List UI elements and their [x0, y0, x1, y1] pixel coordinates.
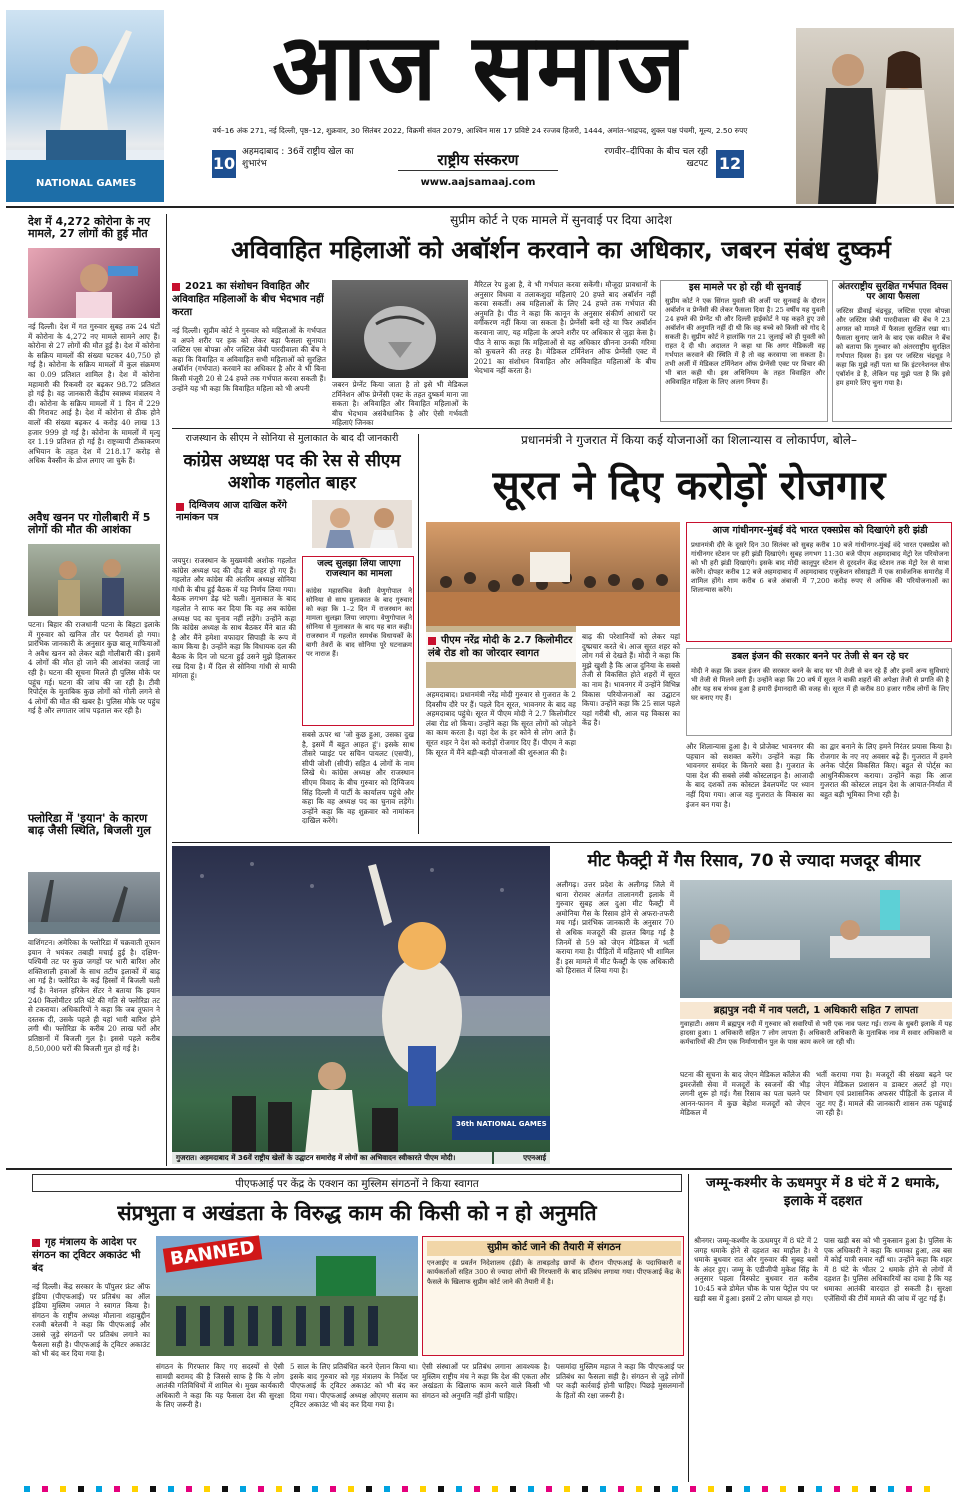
banned-label: BANNED	[163, 1235, 262, 1272]
masthead-photo-right	[796, 28, 954, 204]
games-photo-caption: गुजरात। अहमदाबाद में 36वें राष्ट्रीय खेलों के उद्घाटन समारोह में लोगों का अभिवादन स्वीकारते पीएम मोदी।	[172, 1152, 492, 1164]
factory-body-3: भर्ती कराया गया है। मजदूरों की संख्या बढ़ने पर जेएन मेडिकल प्रशासन व डाक्टर अलर्ट हो गए। विभाग एवं प्रशासनिक अफसर पीड़ितों के इलाज में जुट गए हैं। मामले की जानकारी शासन तक पहुंचाई जा रही है।	[816, 1070, 952, 1118]
rajasthan-inset	[302, 556, 414, 726]
corona-body: नई दिल्ली। देश में गत गुरुवार सुबह तक 24 घंटों में कोरोना के 4,272 नए मामले सामने आए हैं। कोरोना से 27 लोगों की मौत हुई है। देश में कोरोना के सक्रिय मामलों की संख्या घटकर 40,750 हो गई है। कोरोना के सक्रिय मामलों में कुल संक्रमण का 0.09 प्रतिशत शामिल है। देश में कोरोना महामारी की रिकवरी दर बढ़कर 98.72 प्रतिशत हो गई है। वह जानकारी केंद्रीय स्वास्थ्य मंत्रालय ने दी। कोरोना के सक्रिय मामलों में 1 दिन में 229 की गिरावट आई है। देश में कोरोना से ठीक होने वालों की संख्या बढ़कर 4 करोड़ 40 लाख 13 हजार 999 हो गई है। कोरोना के मामलों में मृत्यु दर 1.19 प्रतिशत हो गई है। राष्ट्रव्यापी टीकाकरण अभियान के तहत देश में 218.17 करोड़ से अधिक वैक्सीन के डोज लगाए जा चुके हैं।	[28, 322, 160, 466]
congress-headline: कांग्रेस अध्यक्ष पद की रेस से सीएम अशोक गहलोत बाहर	[183, 451, 401, 493]
right-teaser-page: 12	[716, 150, 744, 178]
masthead-rule	[6, 206, 954, 208]
left-teaser-text: अहमदाबाद : 36वें राष्ट्रीय खेल का शुभारंभ	[242, 147, 354, 169]
mining-body: पटना। बिहार की राजधानी पटना के बिहटा इलाके में गुरुवार को खनिज तौर पर पैरामर्श हो गया। प्रारंभिक जानकारी के अनुसार कुछ बालू माफियाओं ने अवैध खनन को लेकर बड़ी गोलीबारी की। इसमें 4 लोगों की मौत हो जाने की आशंका जताई जा रही है। घटना की सूचना मिलते ही पुलिस मौके पर पहुंच गई। घटना की जांच की जा रही है। टीवी रिपोर्ट्स के मुताबिक कुछ लोगों को गोली लगने से 4 लोगों की मौत की खबर है। पुलिस मौके पर पहुंच गई है और लगातार जांच पड़ताल कर रही है।	[28, 620, 160, 716]
hearing-box	[660, 280, 828, 422]
congress-body-2: सबसे ऊपर था 'जो कुछ हुआ, उसका दुख है, इसमें मैं बहुत आहत हूं'। इसके साथ तीसरे प्वाइंट पर सचिन पायलट (एसपी), सीपी जोशी (सीपी) सहित 4 लोगों के नाम लिखे थे। कांग्रेस अध्यक्ष और राजस्थान सीएम विवाद के बीच गुरुवार को दिग्विजय सिंह दिल्ली में पार्टी के कार्यालय पहुंचे और कहा कि वह अध्यक्ष पद का चुनाव लड़ेंगे। उन्होंने कहा कि वह शुक्रवार को नामांकन दाखिल करेंगे।	[302, 730, 414, 826]
vande-bharat-box	[686, 522, 952, 642]
dateline-bar: वर्ष–16 अंक 271, नई दिल्ली, पृष्ठ–12, शुक्रवार, 30 सितंबर 2022, विक्रमी संवत 2079, आश्विन मास 17 प्रविष्टे 24 रज्जब हिजरी, 1444, अमांत–भाद्रपद, शुक्ल पक्ष पंचमी, मूल्य, 2.50 रुपए	[166, 124, 794, 138]
double-engine-body: मोदी ने कहा कि डबल इंजन की सरकार बनने के बाद घर भी तेजी से बन रहे हैं और इनमें अन्य सुविधाएं भी तेजी से मिलने लगी हैं। उन्होंने कहा कि 20 वर्ष में सूरत ने बाकी शहरों की अपेक्षा तेजी से प्रगति की है और यह सब संभव हुआ है हमारी ईमानदारी की वजह से। सूरत में ही करीब 80 हजार गरीब लोगों के लिए घर बनाए गए हैं।	[691, 667, 949, 702]
national-games-photo	[172, 846, 550, 1164]
hearing-box-headline: इस मामले पर हो रही थी सुनवाई	[688, 282, 801, 293]
pfi-sc-headline: सुप्रीम कोर्ट जाने की तैयारी में संगठन	[427, 1241, 681, 1256]
top-story-caption: जबरन प्रेग्नेंट किया जाता है तो इसे भी मेडिकल टर्मिनेशन ऑफ प्रेग्नेंसी एक्ट के तहत दुष्कर्म माना जा सकता है। अविवाहित और विवाहित महिलाओं के बीच भेदभाव असंवैधानिक है और ऐसी गर्भवती महिलाएं जिनका	[332, 380, 468, 428]
vande-bharat-headline: आज गांधीनगर-मुंबई वंदे भारत एक्सप्रेस को दिखाएंगे हरी झंडी	[712, 525, 928, 536]
print-color-bar	[24, 1486, 936, 1492]
top-story-subhead	[172, 280, 326, 319]
top-story-kicker: सुप्रीम कोर्ट ने एक मामले में सुनवाई पर दिया आदेश	[450, 213, 672, 227]
florida-body: वाशिंगटन। अमेरिका के फ्लोरिडा में चक्रवाती तूफान इयान ने भयंकर तबाही मचाई हुई है। दक्षिण-पश्चिमी तट पर कुछ जगहों पर भारी बारिश और शक्तिशाली हवाओं के साथ तटीय इलाकों में बाढ़ आ गई है। फ्लोरिडा के कई हिस्सों में बिजली चली गई है। नेशनल हरिकेन सेंटर ने बताया कि इयान 240 किलोमीटर प्रति घंटे की गति से फ्लोरिडा तट से टकराया। अधिकारियों ने कहा कि जब तूफान ने दस्तक दी, उसके पहले ही यहां भारी बारिश होने लगी थी। फ्लोरिडा के करीब 20 लाख घरों और प्रतिष्ठानों में बिजली गुल है। इससे पहले करीब 8,50,000 घरों की बिजली गुल हो गई है।	[28, 938, 160, 1053]
top-story-headline: अविवाहित महिलाओं को अबॉर्शन करवाने का अधिकार, जबरन संबंध दुष्कर्म	[231, 236, 891, 264]
congress-subhead-text: दिग्विजय आज दाखिल करेंगे नामांकन पत्र	[176, 500, 287, 523]
jk-headline: जम्मू-कश्मीर के ऊधमपुर में 8 घंटे में 2 धमाके, इलाके में दहशत	[705, 1175, 941, 1209]
factory-photo	[680, 880, 952, 998]
corona-headline: देश में 4,272 कोरोना के नए मामले, 27 लोगों की हुई मौत	[28, 215, 151, 240]
games-banner-text: 36th NATIONAL GAMES	[456, 1120, 547, 1128]
edition-label: राष्ट्रीय संस्करण	[398, 150, 558, 171]
right-teaser-text: रणवीर–दीपिका के बीच चल रही खटपट	[604, 147, 708, 169]
pfi-photo	[156, 1236, 418, 1356]
pm-body-3: और शिलान्यास हुआ है। ये प्रोजेक्ट भावनगर की पहचान को सशक्त करेंगे। उन्होंने कहा कि भावनगर समंदर के किनारे बसा है। गुजरात के पास देश की सबसे लंबी कोस्टलाइन है। आजादी के बाद दशकों तक कोस्टल डेवलपमेंट पर ध्यान नहीं दिया गया। आज यह गुजरात के विकास का इंजन बन गया है।	[686, 742, 814, 809]
pm-body-2: बाढ़ की परेशानियों को लेकर यहां दुष्प्रचार करते थे। आज सूरत शहर को लोग गर्व से देखते हैं। मोदी ने कहा कि मुझे खुशी है कि आज दुनिया के सबसे तेजी से विकसित होते शहरों में सूरत का नाम है। भावनगर में उन्होंने विभिन्न विकास परियोजनाओं का उद्घाटन किया। उन्होंने कहा कि 25 साल पहले यहां गरीबी थी, आज यह विकास का केंद्र है।	[582, 632, 680, 728]
top-story-rule	[172, 428, 952, 429]
left-teaser[interactable]	[212, 144, 372, 188]
bullet-icon	[428, 637, 436, 645]
corona-photo	[28, 248, 160, 318]
top-story-body-2: मैरिटल रेप हुआ है, वे भी गर्भपात करवा सकेंगी। मौजूदा प्रावधानों के अनुसार विधवा व तलाकशुदा महिलाएं 20 हफ्ते बाद अबॉर्शन नहीं करवा सकतीं। अब महिलाओं के लिए 24 हफ्ते तक गर्भपात की अनुमति है। पीठ ने कहा कि कानून के अनुसार संकीर्ण आधारों पर वर्गीकरण नहीं किया जा सकता है। प्रेग्नेंसी बनी रहे या फिर अबॉर्शन करवाना जाए, यह महिला के अपने शरीर पर अधिकार से जुड़ा केस है। पीठ ने साफ कहा कि महिलाओं से यह अधिकार छीनना उनकी गरिमा को कुचलने की तरह है। मेडिकल टर्मिनेशन ऑफ प्रेग्नेंसी एक्ट में 2021 का संशोधन विवाहित और अविवाहित महिलाओं के बीच भेदभाव नहीं करता है।	[474, 280, 656, 376]
pm-roadshow-photo	[426, 522, 680, 626]
pfi-kicker: पीएफआई पर केंद्र के एक्शन का मुस्लिम संगठनों ने किया स्वागत	[32, 1174, 682, 1192]
bullet-icon	[176, 503, 184, 511]
rajasthan-inset-body: कांग्रेस महासचिव केसी वेणुगोपाल ने सोनिया से साथ मुलाकात के बाद गुरुवार को कहा कि 1–2 दिन में राजस्थान का मामला सुलझा लिया जाएगा। वेणुगोपाल ने सोनिया से मुलाकात के बाद यह बात कही। राजस्थान में गहलोत समर्थक विधायकों के बागी तेवरों के बाद सोनिया पूरे घटनाक्रम पर नाराज हैं।	[306, 587, 412, 658]
factory-headline: मीट फैक्ट्री में गैस रिसाव, 70 से ज्यादा मजदूर बीमार	[587, 851, 921, 871]
safe-abortion-day-body: जस्टिस डीवाई चंद्रचूड़, जस्टिस एएस बोपन्ना और जस्टिस जेबी पारदीवाला की बेंच ने 23 अगस्त को मामले में फैसला सुरक्षित रखा था। फैसला सुनाए जाने के बाद एक वकील ने बेंच को बताया कि गुरुवार को अंतरराष्ट्रीय सुरक्षित गर्भपात दिवस है। इस पर जस्टिस चंद्रचूड़ ने कहा कि मुझे नहीं पता था कि इंटरनेशनल सेफ एबॉर्शन डे है, लेकिन यह मुझे पता है कि इसे हम हमारे लिए चुना गया है।	[836, 307, 950, 387]
right-teaser[interactable]	[598, 144, 748, 188]
rajasthan-inset-headline: जल्द सुलझा लिया जाएगा राजस्थान का मामला	[317, 559, 401, 579]
bullet-icon	[172, 283, 180, 291]
vande-bharat-body: प्रधानमंत्री दौरे के दूसरे दिन 30 सितंबर को सुबह करीब 10 बजे गांधीनगर-मुंबई वंदे भारत एक्सप्रेस को गांधीनगर स्टेशन पर हरी झंडी दिखाएंगे। सुबह लगभग 11:30 बजे पीएम अहमदाबाद मेट्रो रेल परियोजना को भी हरी झंडी दिखाएंगे। इसके बाद मोदी कालूपुर स्टेशन से दूरदर्शन केंद्र स्टेशन तक मेट्रो रेल से यात्रा करेंगे। दोपहर करीब 12 बजे अहमदाबाद में अहमदाबाद एजुकेशन सोसाइटी में एक सार्वजनिक समारोह में शामिल होंगे। शाम करीब 6 बजे अंबाजी में 7,200 करोड़ रुपए से अधिक की परियोजनाओं का शिलान्यास करेंगे।	[691, 541, 949, 594]
boat-body: गुवाहाटी। असम में ब्रह्मपुत्र नदी में गुरुवार को सवारियों से भरी एक नाव पलट गई। राज्य के धुबरी इलाके में यह हादसा हुआ। 1 अधिकारी सहित 7 लोग लापता हैं। अधिकारी अधिकारी के मुताबिक नाव में सवार अधिकारी व कर्मचारियों की टीम एक निर्माणाधीन पुल के पास काम करने जा रही थी।	[680, 1020, 952, 1046]
safe-abortion-day-headline: अंतरराष्ट्रीय सुरक्षित गर्भपात दिवस पर आया फैसला	[838, 282, 948, 302]
mining-photo	[28, 544, 160, 616]
pfi-subhead	[32, 1236, 150, 1275]
congress-subhead	[176, 500, 306, 524]
pm-subhead-text: पीएम नरेंद्र मोदी के 2.7 किलोमीटर लंबे रोड शो का जोरदार स्वागत	[428, 635, 573, 659]
top-story-subhead-text: 2021 का संशोधन विवाहित और अविवाहित महिलाओं के बीच भेदभाव नहीं करता	[172, 281, 324, 318]
pm-subhead	[426, 632, 576, 662]
pm-kicker: प्रधानमंत्री ने गुजरात में किया कई योजनाओं का शिलान्यास व लोकार्पण, बोले–	[521, 433, 857, 447]
florida-photo	[28, 872, 160, 934]
pfi-body-4: ऐसी संस्थाओं पर प्रतिबंध लगाना आवश्यक है। मुस्लिम राष्ट्रीय मंच ने कहा कि देश की एकता और अखंडता के खिलाफ काम करने वाले किसी भी संगठन को अनुमति नहीं होनी चाहिए।	[422, 1362, 550, 1400]
pfi-body-2: संगठन के गिरफ्तार किए गए सदस्यों से ऐसी सामग्री बरामद की है जिससे साफ है कि ये लोग आतंकी गतिविधियों में शामिल थे। मुख्य कार्यकारी अधिकारी ने कहा कि यह फैसला देश की सुरक्षा के लिए जरूरी है।	[156, 1362, 284, 1410]
pfi-body-3: 5 साल के लिए प्रतिबंधित करने ऐलान किया था। इसके बाद गुरुवार को गृह मंत्रालय के निर्देश पर पीएफआई के ट्विटर अकाउंट को भी बंद कर दिया गया। पीएफआई अध्यक्ष ओएमए सलाम का ट्विटर अकाउंट भी बंद कर दिया गया है।	[290, 1362, 418, 1410]
website-link[interactable]: www.aajsamaaj.com	[420, 177, 536, 188]
bullet-icon	[32, 1239, 40, 1247]
lower-rule	[6, 1168, 952, 1170]
congress-photo	[312, 500, 412, 548]
pfi-headline: संप्रभुता व अखंडता के विरुद्ध काम की किसी को न हो अनुमति	[117, 1201, 597, 1225]
double-engine-headline: डबल इंजन की सरकार बनने पर तेजी से बन रहे घर	[731, 651, 909, 662]
congress-body-1: जयपुर। राजस्थान के मुख्यमंत्री अशोक गहलोत कांग्रेस अध्यक्ष पद की दौड़ से बाहर हो गए हैं। गहलोत और कांग्रेस की अंतरिम अध्यक्ष सोनिया गांधी के बीच हुई बैठक में यह निर्णय लिया गया। बैठक लगभग डेढ़ घंटे चली। मुलाकात के बाद गहलोत ने साफ कर दिया कि वह अब कांग्रेस अध्यक्ष पद का चुनाव नहीं लड़ेंगे। उन्होंने कहा कि कांग्रेस अध्यक्ष के साथ बैठकर मैंने बात की है और मैंने हमेशा वफादार सिपाही के रूप में काम किया है। उन्होंने कहा कि विधायक दल की बैठक के दिन जो घटना हुई उसने मुझे हिलाकर रख दिया है। मैं दिल से सोनिया गांधी से माफी मांगता हूं।	[172, 556, 296, 681]
jk-body-2: पास खड़ी बस को भी नुकसान हुआ है। पुलिस के एक अधिकारी ने कहा कि धमाका हुआ, तब बस में कोई यात्री सवार नहीं था। उन्होंने कहा कि शहर में 8 घंटे के भीतर 2 धमाके होने से लोगों में दहशत है। पुलिस अधिकारियों का दावा है कि यह धमाका आतंकी वारदात हो सकती है। सुरक्षा एजेंसियों की टीमें मामले की जांच में जुट गई हैं।	[824, 1236, 952, 1303]
pfi-body-1: नई दिल्ली। केंद्र सरकार के पॉपुलर फ्रंट ऑफ इंडिया (पीएफआई) पर प्रतिबंध का ऑल इंडिया मुस्लिम जमात ने स्वागत किया है। संगठन के राष्ट्रीय अध्यक्ष मौलाना शहाबुद्दीन रजवी बरेलवी ने कहा कि पीएफआई और उससे जुड़े संगठनों पर प्रतिबंध लगाने का फैसला सही है। पीएफआई के ट्विटर अकाउंट को भी बंद कर दिया गया है।	[32, 1282, 150, 1359]
safe-abortion-day-box	[832, 280, 952, 422]
pm-headline: सूरत ने दिए करोड़ों रोजगार	[492, 463, 886, 509]
pm-body-4: का द्वार बनाने के लिए हमने निरंतर प्रयास किया है। रोजगार के नए नए अवसर बढ़े हैं। गुजरात में हमने अनेक पोर्ट्स विकसित किए। बहुत से पोर्ट्स का आधुनिकीकरण कराया। उन्होंने कहा कि आज गुजरात की कोस्टल लाइन देश के आयात-निर्यात में बहुत बड़ी भूमिका निभा रही है।	[820, 742, 952, 799]
pfi-sc-body: एनआईए व प्रवर्तन निदेशालय (ईडी) के ताबड़तोड़ छापों के दौरान पीएफआई के पदाधिकारी व कार्यकर्ताओं सहित 300 से ज्यादा लोगों की गिरफ्तारी के बाद प्रतिबंध लगाया गया। पीएफआई केंद्र के फैसले के खिलाफ सुप्रीम कोर्ट जाने की तैयारी में है।	[427, 1259, 681, 1286]
boat-headline: ब्रह्मपुत्र नदी में नाव पलटी, 1 अधिकारी सहित 7 लापता	[680, 1002, 952, 1019]
hearing-box-body: सुप्रीम कोर्ट ने एक सिंगल युवती की अर्जी पर सुनवाई के दौरान अबॉर्शन व प्रेग्नेंसी की लेकर फैसला दिया है। 25 वर्षीय यह युवती 24 हफ्ते की प्रेग्नेंट थी और दिल्ली हाईकोर्ट ने यह कहते हुए उसे अबॉर्शन की अनुमति नहीं दी थी कि वह बच्चे को किसी को गोद दे सकती है। सुप्रीम कोर्ट ने हालांकि गत 21 जुलाई को ही युवती को राहत दे दी थी। अदालत ने कहा था कि अगर मेडिकली वह गर्भपात करवाने की स्थिति में है तो वह करवाया जा सकता है। तभी अर्जी में मेडिकल टर्मिनेशन ऑफ प्रेग्नेंसी एक्ट पर विचार की भी बात कही थी। इस अधिनियम के तहत विवाहित और अविवाहित महिला के लिए अलग नियम हैं।	[665, 297, 825, 386]
games-photo-credit: एएनआई	[494, 1152, 550, 1164]
factory-body-1: अलीगढ़। उत्तर प्रदेश के अलीगढ़ जिले में थाना रोरावर अंतर्गत तालानगरी इलाके में गुरुवार सुबह अल दुआ मीट फैक्ट्री में अमोनिया गैस के रिसाव होने से अफरा-तफरी मच गई। प्रारंभिक जानकारी के अनुसार 70 से अधिक मजदूरों की हालत बिगड़ गई है जिनमें से 59 को जेएन मेडिकल में भर्ती कराया गया है। पीड़ितों में महिलाएं भी शामिल हैं। इस मामले में मीट फैक्ट्री के एक अधिकारी को हिरासत में लिया गया है।	[556, 880, 674, 976]
mining-headline: अवैध खनन पर गोलीबारी में 5 लोगों की मौत की आशंका	[28, 511, 151, 536]
double-engine-box	[686, 648, 952, 736]
svg-text:NATIONAL GAMES: NATIONAL GAMES	[36, 178, 137, 189]
left-teaser-page: 10	[212, 150, 236, 178]
factory-body-2: घटना की सूचना के बाद जेएन मेडिकल कॉलेज की इमरजेंसी सेवा में मजदूरों के स्वजनों की भीड़ लगनी शुरू हो गई। गैस रिसाव का पता चलने पर आनन-फानन में कुछ बेहोश मजदूरों को जेएन मेडिकल में	[680, 1070, 810, 1118]
mid-rule	[172, 842, 952, 843]
pm-body-1: अहमदाबाद। प्रधानमंत्री नरेंद्र मोदी गुरुवार से गुजरात के 2 दिवसीय दौरे पर हैं। पहले दिन सूरत, भावनगर के बाद वह अहमदाबाद पहुंचे। सूरत में पीएम मोदी ने 2.7 किलोमीटर लंबा रोड शो किया। उन्होंने कहा कि सूरत लोगों को जोड़ने का काम करता है। यहां देश के हर कोने से लोग आते हैं। सूरत शहर ने देश को करोड़ों रोजगार दिए हैं। पीएम ने कहा कि सूरत में मैंने बड़ी-बड़ी योजनाओं की शुरुआत की है।	[426, 690, 576, 757]
congress-divider	[418, 434, 419, 834]
jk-body-1: श्रीनगर। जम्मू-कश्मीर के ऊधमपुर में 8 घंटे में 2 जगह धमाके होने से दहशत का माहौल है। ये धमाके बुधवार रात और गुरुवार की सुबह बसों के अंदर हुए। जम्मू के एडीजीपी मुकेश सिंह के अनुसार पहला विस्फोट बुधवार रात करीब 10:45 बजे डोमेल चौक के पास पेट्रोल पंप पर खड़ी बस में हुआ। इसमें 2 लोग घायल हो गए।	[694, 1236, 818, 1303]
pfi-subhead-text: गृह मंत्रालय के आदेश पर संगठन का ट्विटर अकाउंट भी बंद	[32, 1237, 141, 1274]
congress-kicker: राजस्थान के सीएम ने सोनिया से मुलाकात के बाद दी जानकारी	[185, 433, 399, 444]
top-story-photo	[332, 280, 468, 378]
pfi-body-5: पसमांदा मुस्लिम महाज ने कहा कि पीएफआई पर प्रतिबंध का फैसला सही है। संगठन से जुड़े लोगों पर कड़ी कार्रवाई होनी चाहिए। पिछड़े मुसलमानों के हितों की रक्षा जरूरी है।	[556, 1362, 684, 1400]
masthead-photo-left	[6, 10, 164, 202]
masthead-title: आज समाज	[272, 14, 688, 121]
top-story-body-1: नई दिल्ली। सुप्रीम कोर्ट ने गुरुवार को महिलाओं के गर्भपात व अपने शरीर पर हक को लेकर बड़ा फैसला सुनाया। जस्टिस एस बोपन्ना और जस्टिस जेबी पारदीवाला की बेंच ने कहा कि विवाहित व अविवाहित सभी महिलाओं को सुरक्षित अबॉर्शन (गर्भपात) करवाने का अधिकार है और वे भी बिना किसी मंजूरी 20 से 24 हफ्ते तक गर्भपात करवा सकती हैं। उन्होंने यह भी कहा कि विवाहित महिला को भी अपनी	[172, 326, 326, 393]
pfi-sc-box	[422, 1236, 684, 1356]
left-col-divider	[166, 214, 167, 1166]
florida-headline: फ्लोरिडा में 'इयान' के कारण बाढ़ जैसी स्थिति, बिजली गुल	[28, 811, 151, 838]
pfi-divider	[688, 1174, 689, 1482]
